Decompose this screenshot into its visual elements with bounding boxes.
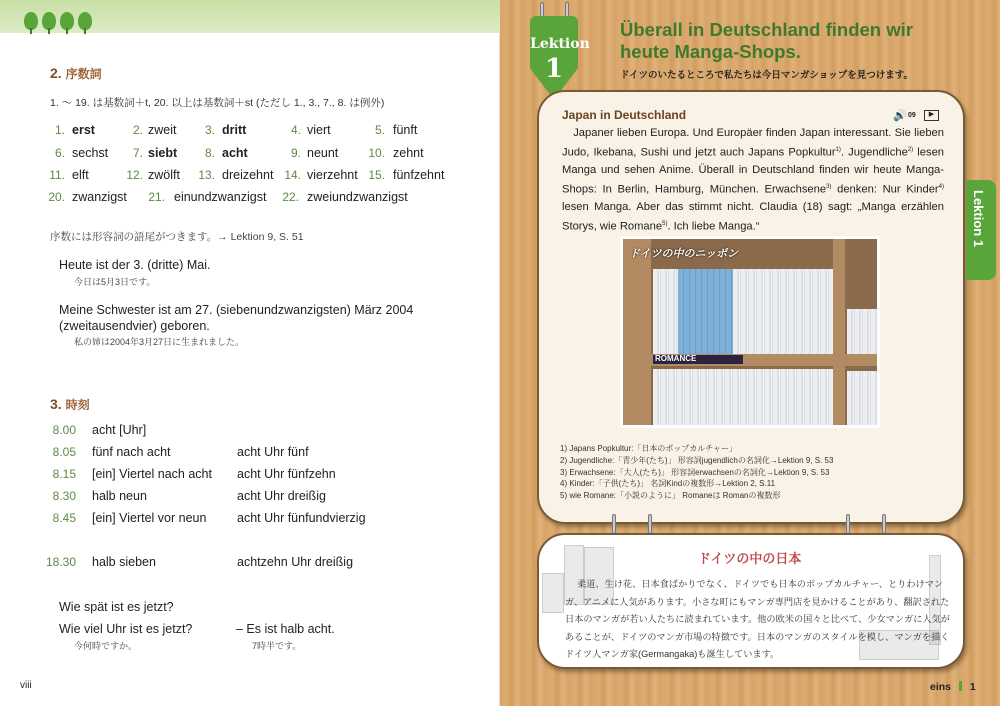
title-line: Überall in Deutschland finden wir xyxy=(620,19,913,40)
page-number: 1 xyxy=(969,681,976,693)
ordinal-word: dritt xyxy=(222,123,247,137)
manga-shelf-photo xyxy=(620,236,880,428)
ordinal-rule: 1. ～ 19. は基数詞＋t, 20. 以上は基数詞＋st (ただし 1., 3., 7., 8. は例外) xyxy=(50,97,385,109)
footnote: 4) Kinder:「子供(たち)」 名詞Kindの複数形→Lektion 2, S.11 xyxy=(560,479,776,489)
ordinal-number: 12. xyxy=(126,168,143,182)
answer: – Es ist halb acht. xyxy=(236,622,335,636)
ordinal-word: zwölft xyxy=(148,168,180,182)
ordinal-word: zweiundzwanzigst xyxy=(307,190,408,204)
ordinal-number: 9. xyxy=(290,146,301,160)
section-title: 時刻 xyxy=(65,398,90,412)
time-value: 8.45 xyxy=(52,511,76,525)
footnote-ref: 4) xyxy=(938,184,944,191)
ordinal-word: fünfzehnt xyxy=(393,168,445,182)
video-icon[interactable]: ▶ xyxy=(924,110,939,121)
time-value: 18.30 xyxy=(45,555,76,569)
time-colloquial: halb neun xyxy=(92,489,147,503)
manga-books xyxy=(847,309,877,354)
ordinal-word: zweit xyxy=(148,123,177,137)
time-official: achtzehn Uhr dreißig xyxy=(237,555,354,569)
photo-caption: ドイツの中のニッポン xyxy=(629,248,739,260)
reading-title: Japan in Deutschland xyxy=(562,108,687,122)
example-sentence: (zweitausendvier) geboren. xyxy=(59,319,210,333)
manga-books xyxy=(847,371,877,425)
ordinal-word: sechst xyxy=(72,146,109,160)
question: Wie viel Uhr ist es jetzt? xyxy=(59,622,193,636)
footnotes xyxy=(560,443,833,502)
example-translation: 今日は5月3日です。 xyxy=(74,277,156,287)
ordinal-word: zehnt xyxy=(393,146,424,160)
manga-books xyxy=(653,369,833,425)
ordinal-number: 21. xyxy=(148,190,165,204)
time-official: acht Uhr dreißig xyxy=(237,489,326,503)
ordinal-word: fünft xyxy=(393,123,418,137)
time-value: 8.00 xyxy=(52,423,76,437)
title-line: heute Manga-Shops. xyxy=(620,41,801,62)
time-colloquial: [ein] Viertel vor neun xyxy=(92,511,207,525)
reading-segment: . Jugendliche xyxy=(840,146,908,159)
footer-page xyxy=(930,681,976,693)
ordinal-word: viert xyxy=(307,123,331,137)
column-title: ドイツの中の日本 xyxy=(698,551,802,566)
lesson-badge xyxy=(530,16,590,100)
footer-divider xyxy=(959,681,962,691)
ordinal-word: neunt xyxy=(307,146,339,160)
section-heading-ordinals xyxy=(50,65,102,82)
section-number: 2. xyxy=(50,65,62,81)
example-translation: 私の姉は2004年3月27日に生まれました。 xyxy=(74,337,245,347)
header-band xyxy=(0,0,500,33)
shelf-board xyxy=(623,239,651,425)
ordinal-word: vierzehnt xyxy=(307,168,358,182)
ordinal-number: 10. xyxy=(368,146,385,160)
time-official: acht Uhr fünf xyxy=(237,445,309,459)
column-body: 柔道、生け花、日本食ばかりでなく、ドイツでも日本のポップカルチャー、とりわけマンガ、アニメに人気があります。小さな町にもマンガ専門店を見かけることがあり、翻訳された日本のマンガが若い人たちに読まれています。他の欧米の国々と比べて、少女マンガに人気があることが、ドイツのマンガ市場の特徴です。日本のマンガのスタイルを模し、マンガを描くドイツ人マンガ家(Germangaka)も誕生しています。 xyxy=(565,579,950,659)
time-value: 8.15 xyxy=(52,467,76,481)
ring-icon xyxy=(882,514,886,534)
footnote: 2) Jugendliche:「青少年(たち)」 形容詞jugendlichの名詞化→Lektion 9, S. 53 xyxy=(560,455,834,465)
answer-translation: 7時半です。 xyxy=(252,641,302,651)
example-sentence: Meine Schwester ist am 27. (siebenundzwanzigsten) März 2004 xyxy=(59,303,414,317)
footnote-ref: 5) xyxy=(662,221,668,228)
question: Wie spät ist es jetzt? xyxy=(59,600,174,614)
shelf-sign: ROMANCE xyxy=(655,354,697,363)
footnote-ref: 3) xyxy=(826,184,832,191)
ordinal-number: 22. xyxy=(282,190,299,204)
reading-segment: denken: Nur Kinder xyxy=(831,184,939,197)
footnote: 3) Erwachsene:「大人(たち)」 形容詞erwachsenの名詞化→Lektion 9, S. 53 xyxy=(560,467,830,477)
tree-icon xyxy=(60,12,74,34)
lesson-side-tab[interactable] xyxy=(966,180,996,280)
ordinal-note: 序数には形容詞の語尾がつきます。→ Lektion 9, S. 51 xyxy=(50,231,304,243)
reading-segment: lesen Manga. Aber das stimmt nicht. Claudia (18) sagt: „Manga erzählen Storys, wie Romane xyxy=(562,201,944,234)
time-colloquial: [ein] Viertel nach acht xyxy=(92,467,212,481)
ordinal-word: einundzwanzigst xyxy=(174,190,267,204)
ordinal-number: 5. xyxy=(374,123,385,137)
reading-segment: Japaner lieben Europa. Und Europäer finden Japan interessant. Sie lieben Judo, Ikebana, Sushi und jetzt auch Japans Popkultur xyxy=(562,127,944,159)
ring-icon xyxy=(612,514,616,534)
ordinal-word: zwanzigst xyxy=(72,190,127,204)
ordinal-number: 15. xyxy=(368,168,385,182)
ordinal-number: 6. xyxy=(54,146,65,160)
ordinal-word: elft xyxy=(72,168,89,182)
tree-icon xyxy=(42,12,56,34)
badge-label: Lektion xyxy=(530,36,590,52)
ordinal-number: 20. xyxy=(48,190,65,204)
lesson-title xyxy=(620,19,913,63)
footnote: 1) Japans Popkultur:「日本のポップカルチャー」 xyxy=(560,444,738,453)
page-number: viii xyxy=(20,680,32,691)
reading-segment: . Ich liebe Manga.“ xyxy=(667,221,760,234)
section-heading-time xyxy=(50,396,90,413)
time-value: 8.30 xyxy=(52,489,76,503)
time-official: acht Uhr fünfundvierzig xyxy=(237,511,366,525)
lesson-subtitle: ドイツのいたるところで私たちは今日マンガショップを見つけます。 xyxy=(620,70,913,81)
ordinal-word: siebt xyxy=(148,146,178,160)
time-value: 8.05 xyxy=(52,445,76,459)
footnote-ref: 2) xyxy=(907,147,914,154)
question-translation: 今何時ですか。 xyxy=(74,641,138,651)
side-tab-label: Lektion 1 xyxy=(971,190,986,248)
footnote-ref: 1) xyxy=(835,147,841,154)
ordinal-number: 13. xyxy=(198,168,215,182)
badge-number: 1 xyxy=(544,54,564,84)
manga-books xyxy=(678,269,733,354)
reading-text xyxy=(562,125,944,236)
ordinal-number: 11. xyxy=(49,168,65,182)
page-word: eins xyxy=(930,681,952,693)
tree-icon xyxy=(78,12,92,34)
ordinal-word: acht xyxy=(222,146,248,160)
ordinal-number: 8. xyxy=(204,146,215,160)
ring-icon xyxy=(648,514,652,534)
ring-icon xyxy=(846,514,850,534)
ordinal-number: 1. xyxy=(54,123,65,137)
ordinal-number: 2. xyxy=(132,123,143,137)
ordinal-number: 3. xyxy=(204,123,215,137)
time-official: acht Uhr fünfzehn xyxy=(237,467,336,481)
ordinal-number: 14. xyxy=(284,168,301,182)
audio-icon[interactable]: 🔊 xyxy=(893,110,907,122)
tree-icon xyxy=(24,12,38,34)
section-number: 3. xyxy=(50,396,62,412)
footnote: 5) wie Romane:「小説のように」 Romaneは Romanの複数形 xyxy=(560,491,781,501)
time-colloquial: fünf nach acht xyxy=(92,445,171,459)
section-title: 序数詞 xyxy=(65,67,102,81)
ordinal-number: 7. xyxy=(132,146,143,160)
time-colloquial: halb sieben xyxy=(92,555,156,569)
example-sentence: Heute ist der 3. (dritte) Mai. xyxy=(59,258,211,272)
ordinal-word: erst xyxy=(72,123,95,137)
shelf-board xyxy=(833,239,845,425)
ordinal-number: 4. xyxy=(290,123,301,137)
reading-segment: lesen Manga und sehen Anime. Überall in Deutschland finden wir heute Manga-Shops: In Berlin, Hamburg, München. Erwachsene xyxy=(562,146,945,197)
ordinal-word: dreizehnt xyxy=(222,168,274,182)
audio-track-number: 09 xyxy=(908,112,916,119)
building-illustration xyxy=(542,573,564,613)
time-colloquial: acht [Uhr] xyxy=(92,423,147,437)
